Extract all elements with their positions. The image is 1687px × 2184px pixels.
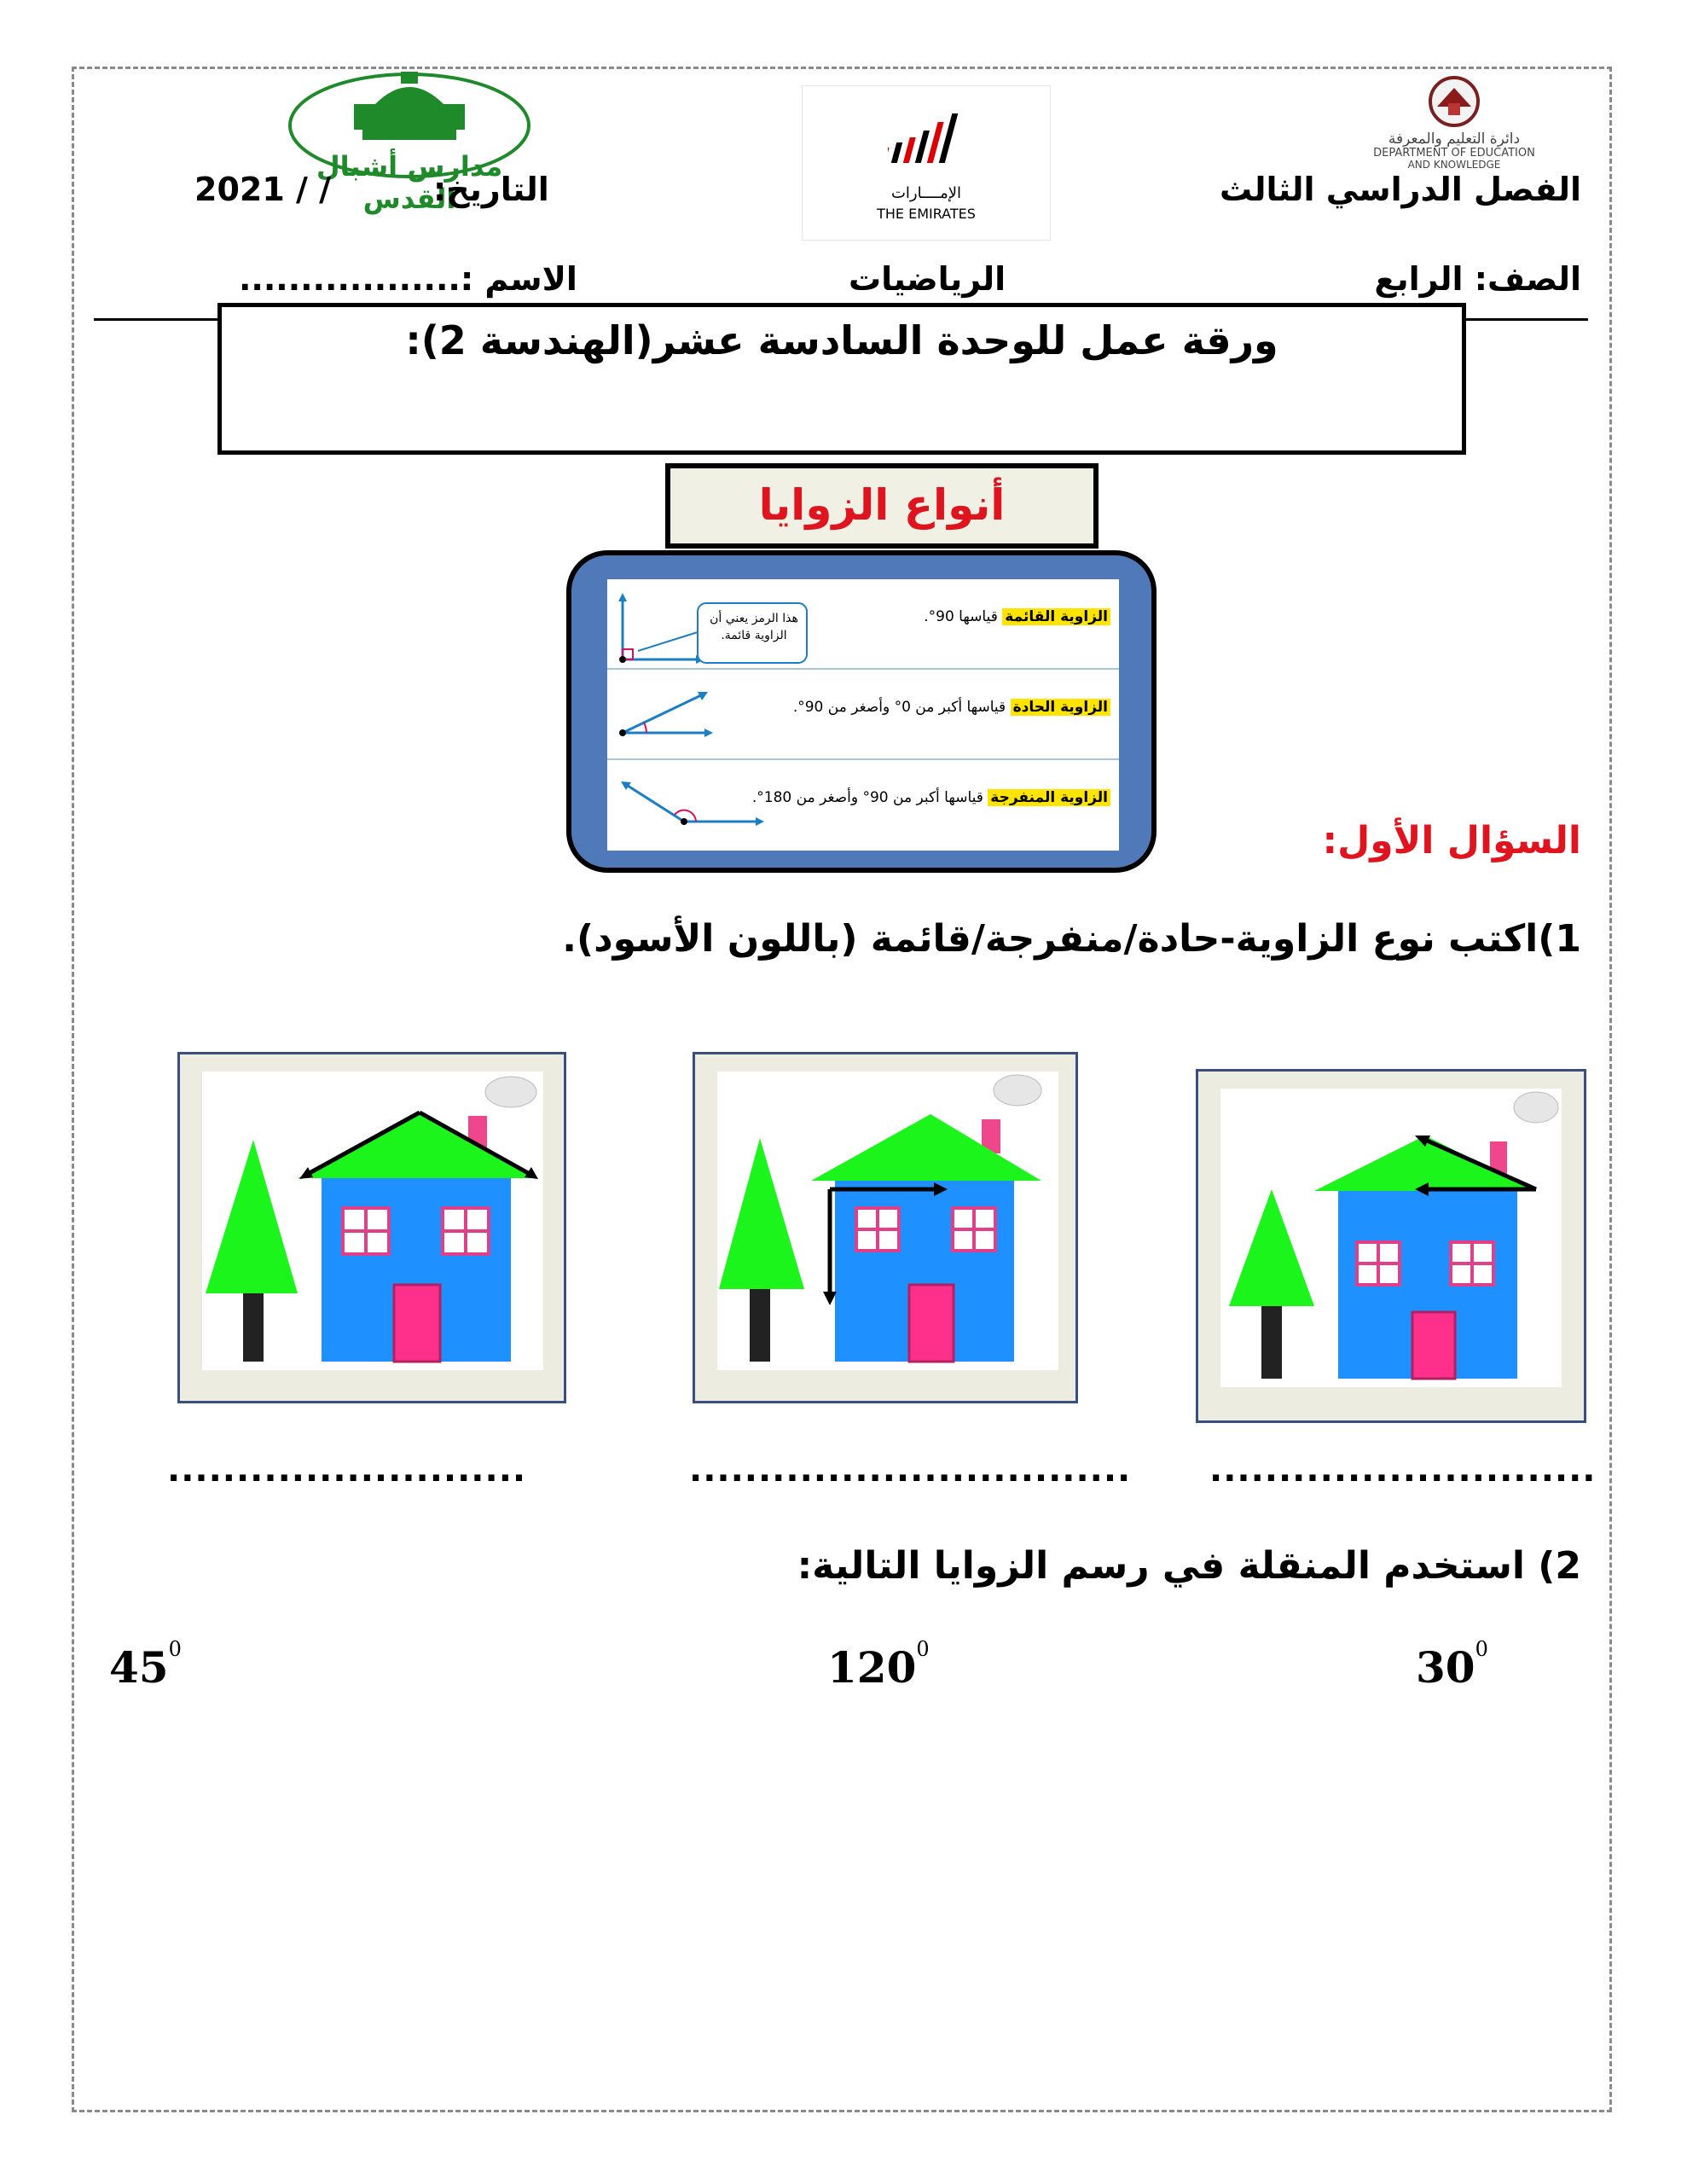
house-picture-right-angle xyxy=(693,1052,1078,1403)
reference-row-right-angle xyxy=(607,579,1119,670)
obtuse-angle-desc: قياسها أكبر من 90° وأصغر من 180°. xyxy=(751,789,983,806)
emirates-logo-english: THE EMIRATES xyxy=(877,206,976,222)
angle-types-title: أنواع الزوايا xyxy=(758,480,1006,530)
house-picture-acute xyxy=(1196,1069,1586,1423)
emirates-flag-bars-icon xyxy=(888,105,973,173)
answer-blank-3[interactable]: .......................... xyxy=(167,1450,527,1490)
dept-logo-english-1: DEPARTMENT OF EDUCATION xyxy=(1373,147,1535,160)
question-one-title: السؤال الأول: xyxy=(1322,819,1581,863)
dept-logo-english-2: AND KNOWLEDGE xyxy=(1407,159,1501,171)
question-one-prompt: 1)اكتب نوع الزاوية-حادة/منفرجة/قائمة (باللون الأسود). xyxy=(562,917,1581,961)
angle-types-box xyxy=(665,463,1099,549)
school-logo-text: مدارس أشبال القدس xyxy=(316,150,503,215)
obtuse-angle-diagram xyxy=(612,765,774,842)
student-name-field[interactable]: ................... xyxy=(239,260,473,298)
right-angle-name: الزاوية القائمة xyxy=(1002,608,1110,625)
date-value: 2021 / / xyxy=(194,171,331,208)
answer-blank-1[interactable]: ............................ xyxy=(1209,1450,1597,1490)
house-picture-obtuse xyxy=(177,1052,566,1403)
angle-45 xyxy=(109,1637,182,1693)
acute-angle-desc: قياسها أكبر من 0° وأصغر من 90°. xyxy=(792,699,1006,716)
dept-logo-arabic: دائرة التعليم والمعرفة xyxy=(1388,131,1521,148)
worksheet-title: ورقة عمل للوحدة السادسة عشر(الهندسة 2): xyxy=(405,317,1278,363)
reference-row-obtuse-angle xyxy=(607,760,1119,851)
right-angle-desc: قياسها 90°. xyxy=(924,608,998,625)
angle-45-degree: 0 xyxy=(168,1637,182,1661)
acute-angle-definition xyxy=(793,699,1110,716)
angle-45-value: 45 xyxy=(109,1642,169,1693)
angle-120-degree: 0 xyxy=(916,1637,930,1661)
angle-30-value: 30 xyxy=(1416,1642,1475,1693)
reference-row-acute-angle xyxy=(607,670,1119,760)
angle-types-reference-card xyxy=(566,550,1157,873)
acute-angle-name: الزاوية الحادة xyxy=(1011,699,1110,716)
obtuse-angle-definition xyxy=(752,789,1110,806)
angle-120-value: 120 xyxy=(827,1642,917,1693)
angle-30-degree: 0 xyxy=(1475,1637,1488,1661)
semester-label: الفصل الدراسي الثالث xyxy=(1220,171,1581,208)
house-drawing-right-angle xyxy=(717,1072,1058,1370)
worksheet-title-box xyxy=(217,303,1466,455)
grade-label: الصف: الرابع xyxy=(1374,260,1581,298)
obtuse-angle-name: الزاوية المنفرجة xyxy=(988,789,1110,806)
angle-120 xyxy=(827,1637,930,1693)
emirates-logo-arabic: الإمــــارات xyxy=(890,184,962,202)
emirates-logo xyxy=(802,85,1051,241)
house-drawing-acute xyxy=(1220,1089,1562,1387)
question-two-prompt: 2) استخدم المنقلة في رسم الزوايا التالية: xyxy=(797,1544,1581,1588)
department-of-education-logo xyxy=(1330,73,1578,171)
falcon-emblem-icon xyxy=(1330,73,1578,132)
student-name-label: الاسم : xyxy=(461,260,577,298)
right-angle-symbol-note: هذا الرمز يعني أن الزاوية قائمة. xyxy=(710,612,798,642)
subject-label: الرياضيات xyxy=(849,260,1006,298)
acute-angle-diagram xyxy=(612,678,732,755)
house-drawing-obtuse xyxy=(202,1072,543,1370)
answer-blank-2[interactable]: ................................ xyxy=(689,1450,1132,1490)
angle-30 xyxy=(1416,1637,1488,1693)
date-label: التاريخ: xyxy=(433,171,549,208)
reference-panel xyxy=(607,579,1119,851)
right-angle-definition xyxy=(924,608,1110,625)
